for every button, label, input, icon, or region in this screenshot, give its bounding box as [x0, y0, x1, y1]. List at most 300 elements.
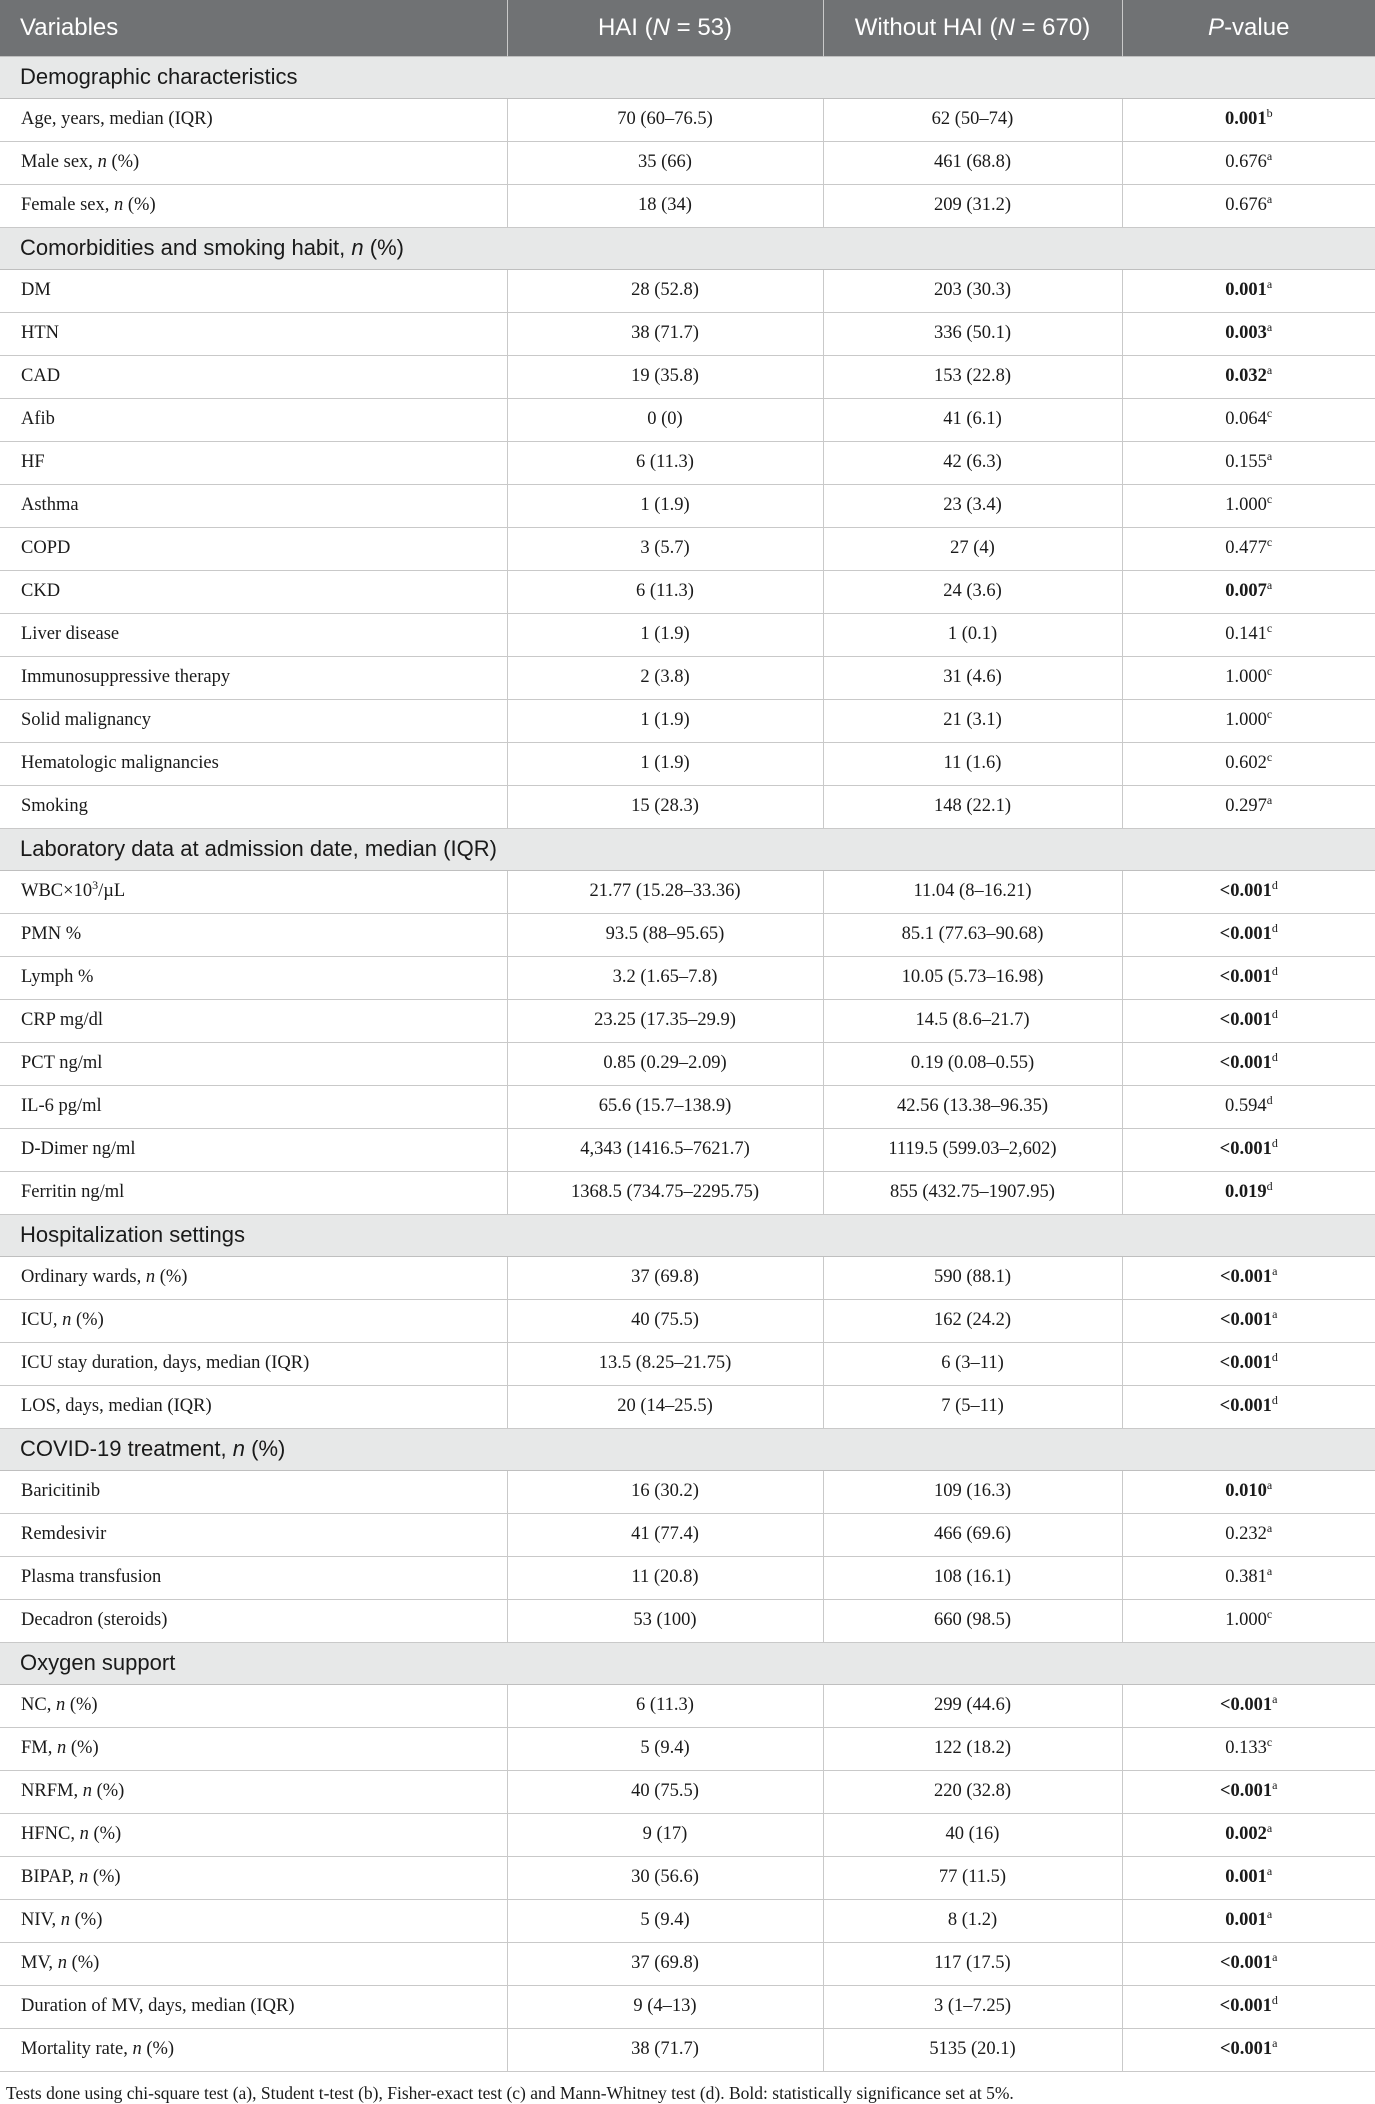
hai-value-cell: 37 (69.8) — [507, 1942, 823, 1985]
variable-label-tail: (%) — [155, 1267, 188, 1287]
variable-label: Female sex, — [21, 195, 114, 215]
table-row — [0, 1342, 1375, 1385]
section-title-text: Laboratory data at admission date, median (IQR) — [20, 836, 497, 861]
variable-cell — [0, 2028, 507, 2071]
variable-cell — [0, 1042, 507, 1085]
without-hai-value-cell: 42 (6.3) — [823, 441, 1122, 484]
p-value: 0.010 — [1225, 1481, 1267, 1501]
variable-cell — [0, 1256, 507, 1299]
without-hai-value-cell: 31 (4.6) — [823, 656, 1122, 699]
hai-value-cell: 93.5 (88–95.65) — [507, 913, 823, 956]
variable-cell — [0, 355, 507, 398]
p-value-test-marker: d — [1271, 1993, 1278, 2007]
p-value: 0.001 — [1225, 1910, 1267, 1930]
p-value: 0.297 — [1225, 796, 1267, 816]
variable-label-tail: (%) — [123, 195, 156, 215]
hai-value-cell: 9 (17) — [507, 1813, 823, 1856]
without-hai-value-cell: 11.04 (8–16.21) — [823, 870, 1122, 913]
p-value: 0.001 — [1225, 280, 1267, 300]
variable-label: Plasma transfusion — [21, 1567, 162, 1587]
without-hai-value-cell: 153 (22.8) — [823, 355, 1122, 398]
section-title-text: Oxygen support — [20, 1650, 176, 1675]
p-value: 0.133 — [1225, 1738, 1267, 1758]
p-value-test-marker: c — [1266, 1607, 1273, 1621]
variable-cell — [0, 1128, 507, 1171]
p-value-cell — [1122, 1684, 1375, 1727]
variable-label: ICU, — [21, 1310, 63, 1330]
p-value-test-marker: a — [1266, 1907, 1273, 1921]
section-title-text: Comorbidities and smoking habit, — [20, 235, 352, 260]
p-value: <0.001 — [1220, 1695, 1273, 1715]
variable-label: D-Dimer ng/ml — [21, 1139, 136, 1159]
without-hai-value-cell: 122 (18.2) — [823, 1727, 1122, 1770]
p-value-test-marker: a — [1266, 149, 1273, 163]
table-row — [0, 441, 1375, 484]
p-value: <0.001 — [1219, 881, 1272, 901]
section-header-row — [0, 227, 1375, 269]
hai-value-cell: 28 (52.8) — [507, 269, 823, 312]
variable-label-italic: n — [97, 152, 107, 172]
p-value-test-marker: a — [1272, 2036, 1278, 2050]
p-value-test-marker: c — [1266, 492, 1273, 506]
p-value: 0.001 — [1225, 1867, 1267, 1887]
variable-cell — [0, 1942, 507, 1985]
p-value-cell — [1122, 1985, 1375, 2028]
variable-label-tail: (%) — [141, 2039, 175, 2059]
p-value-test-marker: c — [1266, 750, 1273, 764]
header-hai-n: N — [652, 13, 670, 41]
header-without-n: N — [997, 13, 1015, 41]
hai-value-cell: 1 (1.9) — [507, 613, 823, 656]
p-value: 0.001 — [1224, 109, 1267, 129]
variable-label: Age, years, median (IQR) — [21, 109, 213, 129]
without-hai-value-cell: 220 (32.8) — [823, 1770, 1122, 1813]
table-row — [0, 913, 1375, 956]
p-value-cell — [1122, 699, 1375, 742]
variable-label-italic: n — [114, 195, 124, 215]
variable-label: Ordinary wards, — [21, 1267, 146, 1287]
variable-cell — [0, 1470, 507, 1513]
table-row — [0, 999, 1375, 1042]
table-row — [0, 1985, 1375, 2028]
p-value-test-marker: d — [1271, 1136, 1278, 1150]
p-value-cell — [1122, 2028, 1375, 2071]
without-hai-value-cell: 27 (4) — [823, 527, 1122, 570]
hai-value-cell: 65.6 (15.7–138.9) — [507, 1085, 823, 1128]
section-title-tail: (%) — [363, 235, 404, 260]
variable-label-tail: (%) — [88, 1824, 122, 1844]
variable-label: Ferritin ng/ml — [21, 1182, 125, 1202]
p-value: <0.001 — [1220, 1781, 1273, 1801]
section-title-text: Demographic characteristics — [20, 64, 298, 89]
hai-value-cell: 21.77 (15.28–33.36) — [507, 870, 823, 913]
hai-value-cell: 2 (3.8) — [507, 656, 823, 699]
hai-value-cell: 35 (66) — [507, 141, 823, 184]
p-value-cell — [1122, 956, 1375, 999]
table-row — [0, 613, 1375, 656]
variable-cell — [0, 1342, 507, 1385]
p-value: 0.602 — [1225, 753, 1267, 773]
p-value-cell — [1122, 1042, 1375, 1085]
p-value: 0.477 — [1225, 538, 1267, 558]
variable-cell — [0, 1385, 507, 1428]
variable-cell — [0, 1513, 507, 1556]
p-value-test-marker: a — [1266, 578, 1273, 592]
variable-label-italic: n — [79, 1824, 89, 1844]
p-value: <0.001 — [1219, 1053, 1272, 1073]
p-value-cell — [1122, 184, 1375, 227]
variable-cell — [0, 613, 507, 656]
variable-label: Immunosuppressive therapy — [21, 667, 231, 687]
table-row — [0, 1256, 1375, 1299]
section-title-italic: n — [232, 1436, 245, 1461]
variable-cell — [0, 999, 507, 1042]
variable-label: Decadron (steroids) — [21, 1610, 168, 1630]
section-title-italic: n — [351, 235, 364, 260]
without-hai-value-cell: 0.19 (0.08–0.55) — [823, 1042, 1122, 1085]
variable-label-italic: n — [145, 1267, 156, 1287]
hai-value-cell: 20 (14–25.5) — [507, 1385, 823, 1428]
section-title — [0, 1214, 1375, 1256]
section-title — [0, 828, 1375, 870]
without-hai-value-cell: 7 (5–11) — [823, 1385, 1122, 1428]
table-row — [0, 570, 1375, 613]
p-value: 0.019 — [1224, 1182, 1267, 1202]
variable-cell — [0, 269, 507, 312]
variable-label-tail: (%) — [91, 1781, 125, 1801]
without-hai-value-cell: 209 (31.2) — [823, 184, 1122, 227]
without-hai-value-cell: 21 (3.1) — [823, 699, 1122, 742]
hai-value-cell: 37 (69.8) — [507, 1256, 823, 1299]
p-value-test-marker: a — [1266, 1821, 1273, 1835]
hai-value-cell: 6 (11.3) — [507, 570, 823, 613]
hai-value-cell: 70 (60–76.5) — [507, 98, 823, 141]
table-row — [0, 2028, 1375, 2071]
p-value-test-marker: d — [1271, 1050, 1278, 1064]
variable-cell — [0, 1985, 507, 2028]
table-row — [0, 1684, 1375, 1727]
variable-label-italic: n — [60, 1910, 70, 1930]
p-value: 0.676 — [1225, 195, 1267, 215]
variable-cell — [0, 1171, 507, 1214]
table-row — [0, 1042, 1375, 1085]
p-value-test-marker: a — [1266, 363, 1273, 377]
variable-cell — [0, 1085, 507, 1128]
p-value-cell — [1122, 1470, 1375, 1513]
p-value-test-marker: d — [1271, 1350, 1278, 1364]
variable-cell — [0, 1813, 507, 1856]
p-value-cell — [1122, 1128, 1375, 1171]
p-value-cell — [1122, 1556, 1375, 1599]
table-row — [0, 785, 1375, 828]
variable-cell — [0, 1727, 507, 1770]
p-value-cell — [1122, 656, 1375, 699]
p-value-cell — [1122, 141, 1375, 184]
table-row — [0, 1770, 1375, 1813]
p-value-test-marker: c — [1266, 707, 1273, 721]
hai-value-cell: 18 (34) — [507, 184, 823, 227]
without-hai-value-cell: 109 (16.3) — [823, 1470, 1122, 1513]
hai-value-cell: 13.5 (8.25–21.75) — [507, 1342, 823, 1385]
variable-label: Hematologic malignancies — [21, 753, 219, 773]
table-row — [0, 1128, 1375, 1171]
p-value-cell — [1122, 1813, 1375, 1856]
p-value: 1.000 — [1225, 710, 1267, 730]
variable-cell — [0, 570, 507, 613]
hai-value-cell: 40 (75.5) — [507, 1770, 823, 1813]
variable-label: HF — [21, 452, 45, 472]
variable-cell — [0, 1599, 507, 1642]
variable-label-tail: (%) — [71, 1310, 104, 1330]
variable-label: Mortality rate, — [21, 2039, 133, 2059]
without-hai-value-cell: 203 (30.3) — [823, 269, 1122, 312]
variable-label: CAD — [21, 366, 61, 386]
without-hai-value-cell: 5135 (20.1) — [823, 2028, 1122, 2071]
without-hai-value-cell: 299 (44.6) — [823, 1684, 1122, 1727]
table-row — [0, 269, 1375, 312]
header-variables-text: Variables — [20, 13, 119, 41]
variable-label: Asthma — [21, 495, 79, 515]
without-hai-value-cell: 6 (3–11) — [823, 1342, 1122, 1385]
table-row — [0, 1599, 1375, 1642]
table-row — [0, 141, 1375, 184]
hai-value-cell: 0.85 (0.29–2.09) — [507, 1042, 823, 1085]
p-value-test-marker: c — [1266, 535, 1273, 549]
variable-label: MV, — [21, 1953, 58, 1973]
variable-cell — [0, 742, 507, 785]
hai-value-cell: 1368.5 (734.75–2295.75) — [507, 1171, 823, 1214]
p-value: 1.000 — [1225, 667, 1267, 687]
p-value: <0.001 — [1219, 1139, 1272, 1159]
p-value-cell — [1122, 1342, 1375, 1385]
section-title — [0, 56, 1375, 98]
variable-cell — [0, 484, 507, 527]
variable-label: HTN — [21, 323, 60, 343]
hai-value-cell: 1 (1.9) — [507, 742, 823, 785]
table-row — [0, 98, 1375, 141]
variable-label-italic: n — [132, 2039, 142, 2059]
header-p-suffix: -value — [1224, 13, 1290, 41]
variable-label: Duration of MV, days, median (IQR) — [21, 1996, 295, 2016]
variable-label: Lymph % — [21, 967, 94, 987]
p-value: <0.001 — [1220, 2039, 1273, 2059]
variable-label-italic: n — [62, 1310, 72, 1330]
hai-value-cell: 41 (77.4) — [507, 1513, 823, 1556]
p-value-test-marker: a — [1272, 1264, 1278, 1278]
p-value-cell — [1122, 785, 1375, 828]
table-row — [0, 699, 1375, 742]
p-value-test-marker: a — [1272, 1778, 1278, 1792]
p-value-test-marker: d — [1271, 921, 1278, 935]
p-value: 0.032 — [1225, 366, 1267, 386]
table-row — [0, 398, 1375, 441]
p-value: <0.001 — [1219, 1396, 1272, 1416]
variable-cell — [0, 184, 507, 227]
p-value-cell — [1122, 312, 1375, 355]
table-row — [0, 1299, 1375, 1342]
p-value: <0.001 — [1219, 967, 1272, 987]
variable-label: NC, — [21, 1695, 56, 1715]
p-value-cell — [1122, 1085, 1375, 1128]
variable-label: COPD — [21, 538, 71, 558]
without-hai-value-cell: 24 (3.6) — [823, 570, 1122, 613]
variable-label-italic: n — [57, 1738, 67, 1758]
table-row — [0, 1385, 1375, 1428]
table-row — [0, 1856, 1375, 1899]
section-header-row — [0, 1642, 1375, 1684]
table-footnote: Tests done using chi-square test (a), Student t-test (b), Fisher-exact test (c) and Mann-Whitney test (d). Bold: statistically significance set at 5%. — [6, 2082, 1014, 2103]
variable-cell — [0, 1899, 507, 1942]
p-value: 0.003 — [1225, 323, 1267, 343]
p-value-cell — [1122, 1299, 1375, 1342]
section-title — [0, 1642, 1375, 1684]
p-value-test-marker: a — [1266, 793, 1273, 807]
p-value-test-marker: a — [1266, 1478, 1273, 1492]
table-row — [0, 1899, 1375, 1942]
variable-label-italic: n — [57, 1953, 67, 1973]
hai-value-cell: 1 (1.9) — [507, 484, 823, 527]
table-row — [0, 527, 1375, 570]
p-value-cell — [1122, 913, 1375, 956]
p-value-test-marker: d — [1271, 878, 1278, 892]
variable-label: CRP mg/dl — [21, 1010, 104, 1030]
variable-label-tail: (%) — [106, 152, 140, 172]
hai-value-cell: 5 (9.4) — [507, 1727, 823, 1770]
p-value-cell — [1122, 1385, 1375, 1428]
section-title — [0, 1428, 1375, 1470]
p-value-test-marker: b — [1266, 106, 1273, 120]
variable-label: Smoking — [21, 796, 88, 816]
section-title — [0, 227, 1375, 269]
hai-value-cell: 3.2 (1.65–7.8) — [507, 956, 823, 999]
table-header — [0, 0, 1375, 56]
p-value-test-marker: d — [1266, 1093, 1273, 1107]
p-value-test-marker: a — [1272, 1692, 1278, 1706]
p-value-test-marker: a — [1272, 1307, 1278, 1321]
p-value-cell — [1122, 999, 1375, 1042]
p-value-cell — [1122, 1770, 1375, 1813]
section-header-row — [0, 1214, 1375, 1256]
hai-value-cell: 23.25 (17.35–29.9) — [507, 999, 823, 1042]
without-hai-value-cell: 41 (6.1) — [823, 398, 1122, 441]
hai-value-cell: 38 (71.7) — [507, 2028, 823, 2071]
without-hai-value-cell: 162 (24.2) — [823, 1299, 1122, 1342]
table-row — [0, 1513, 1375, 1556]
variable-label: Afib — [21, 409, 55, 429]
p-value-test-marker: c — [1266, 1735, 1273, 1749]
hai-value-cell: 5 (9.4) — [507, 1899, 823, 1942]
table-row — [0, 1470, 1375, 1513]
variable-cell — [0, 870, 507, 913]
p-value-test-marker: c — [1266, 406, 1273, 420]
hai-value-cell: 15 (28.3) — [507, 785, 823, 828]
without-hai-value-cell: 14.5 (8.6–21.7) — [823, 999, 1122, 1042]
without-hai-value-cell: 466 (69.6) — [823, 1513, 1122, 1556]
p-value: <0.001 — [1220, 1953, 1273, 1973]
table-row — [0, 355, 1375, 398]
p-value-test-marker: a — [1266, 1521, 1273, 1535]
p-value-cell — [1122, 441, 1375, 484]
without-hai-value-cell: 85.1 (77.63–90.68) — [823, 913, 1122, 956]
table-row — [0, 1556, 1375, 1599]
p-value-test-marker: c — [1266, 664, 1273, 678]
variable-cell — [0, 699, 507, 742]
without-hai-value-cell: 77 (11.5) — [823, 1856, 1122, 1899]
variable-cell — [0, 1770, 507, 1813]
variable-label-tail: (%) — [66, 1738, 99, 1758]
p-value-test-marker: c — [1266, 621, 1273, 635]
header-p-letter: P — [1208, 13, 1225, 41]
table-row — [0, 956, 1375, 999]
p-value: 0.007 — [1225, 581, 1267, 601]
variable-label-tail: /µL — [98, 881, 126, 901]
p-value-cell — [1122, 1727, 1375, 1770]
variable-label: BIPAP, — [21, 1867, 79, 1887]
variable-cell — [0, 656, 507, 699]
variable-cell — [0, 441, 507, 484]
header-p-value — [1122, 0, 1375, 56]
p-value-cell — [1122, 742, 1375, 785]
variable-cell — [0, 312, 507, 355]
table-row — [0, 484, 1375, 527]
p-value-cell — [1122, 1599, 1375, 1642]
without-hai-value-cell: 1119.5 (599.03–2,602) — [823, 1128, 1122, 1171]
hai-value-cell: 6 (11.3) — [507, 1684, 823, 1727]
p-value: <0.001 — [1220, 1267, 1273, 1287]
p-value: 0.232 — [1225, 1524, 1267, 1544]
variable-label: Liver disease — [21, 624, 120, 644]
without-hai-value-cell: 148 (22.1) — [823, 785, 1122, 828]
p-value-cell — [1122, 1513, 1375, 1556]
variable-label: Remdesivir — [21, 1524, 107, 1544]
header-without-count: = 670) — [1014, 13, 1091, 41]
p-value-test-marker: a — [1266, 320, 1273, 334]
hai-value-cell: 1 (1.9) — [507, 699, 823, 742]
p-value-test-marker: a — [1266, 277, 1273, 291]
variable-cell — [0, 1556, 507, 1599]
p-value-cell — [1122, 1256, 1375, 1299]
variable-cell — [0, 141, 507, 184]
variable-label: HFNC, — [21, 1824, 80, 1844]
header-hai — [507, 0, 823, 56]
without-hai-value-cell: 11 (1.6) — [823, 742, 1122, 785]
table-row — [0, 656, 1375, 699]
hai-value-cell: 3 (5.7) — [507, 527, 823, 570]
section-header-row — [0, 828, 1375, 870]
p-value-cell — [1122, 527, 1375, 570]
p-value-test-marker: d — [1271, 964, 1278, 978]
table-row — [0, 1727, 1375, 1770]
variable-label: ICU stay duration, days, median (IQR) — [21, 1353, 310, 1373]
variable-label: Baricitinib — [21, 1481, 101, 1501]
table-row — [0, 1085, 1375, 1128]
header-hai-prefix: HAI ( — [597, 13, 653, 41]
p-value-test-marker: a — [1266, 1864, 1273, 1878]
variable-cell — [0, 1684, 507, 1727]
variable-label-italic: n — [78, 1867, 89, 1887]
without-hai-value-cell: 8 (1.2) — [823, 1899, 1122, 1942]
variable-label-tail: (%) — [88, 1867, 121, 1887]
table-row — [0, 312, 1375, 355]
p-value: 0.594 — [1224, 1096, 1267, 1116]
section-title-text: Hospitalization settings — [20, 1222, 246, 1247]
p-value-cell — [1122, 355, 1375, 398]
p-value-cell — [1122, 1856, 1375, 1899]
section-header-row — [0, 1428, 1375, 1470]
without-hai-value-cell: 23 (3.4) — [823, 484, 1122, 527]
p-value-cell — [1122, 870, 1375, 913]
p-value: <0.001 — [1219, 924, 1272, 944]
